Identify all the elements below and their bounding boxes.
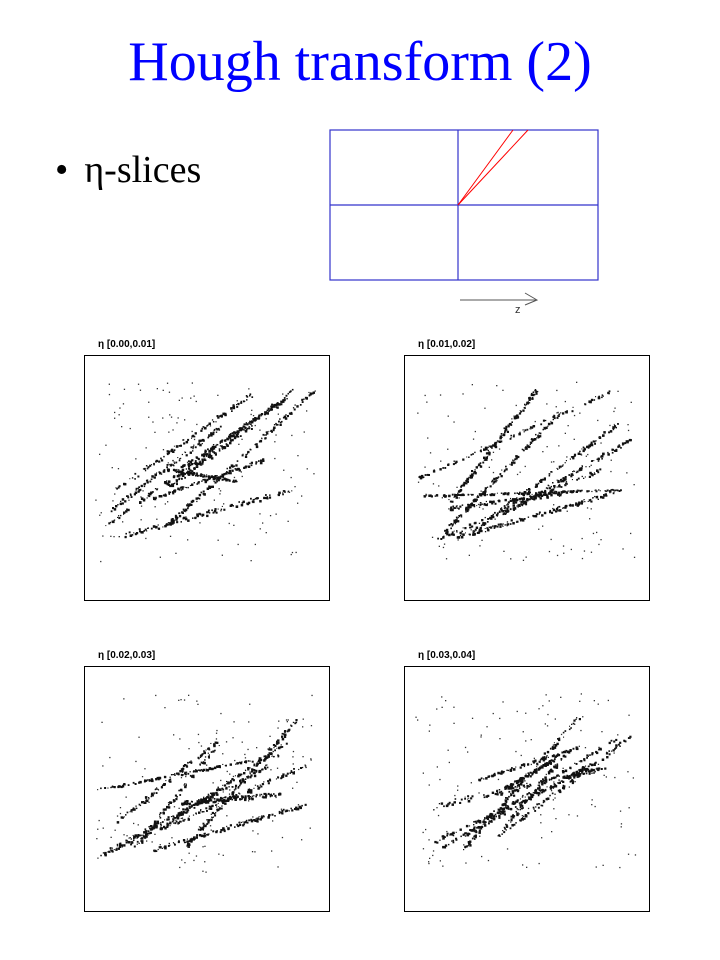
panel-1-plot [85, 356, 329, 600]
z-axis-label: z [515, 304, 521, 316]
panel-4 [404, 666, 650, 912]
eta-slice-line-2 [458, 130, 528, 205]
slide-title: Hough transform (2) [128, 31, 592, 93]
panel-4-label: η [0.03,0.04] [418, 650, 476, 661]
bullet-text: η-slices [84, 149, 202, 191]
bullet-marker: • [55, 149, 69, 191]
panel-2-label: η [0.01,0.02] [418, 339, 476, 350]
panel-4-plot [405, 667, 649, 911]
panel-3-label: η [0.02,0.03] [98, 650, 156, 661]
panel-2 [404, 355, 650, 601]
eta-slice-diagram [325, 125, 605, 320]
panel-2-plot [405, 356, 649, 600]
eta-slice-line-1 [458, 130, 513, 205]
panel-1 [84, 355, 330, 601]
z-axis-arrowhead [525, 293, 537, 305]
panel-3-plot [85, 667, 329, 911]
bullet-item [55, 148, 201, 192]
panel-1-label: η [0.00,0.01] [98, 339, 156, 350]
panel-3 [84, 666, 330, 912]
